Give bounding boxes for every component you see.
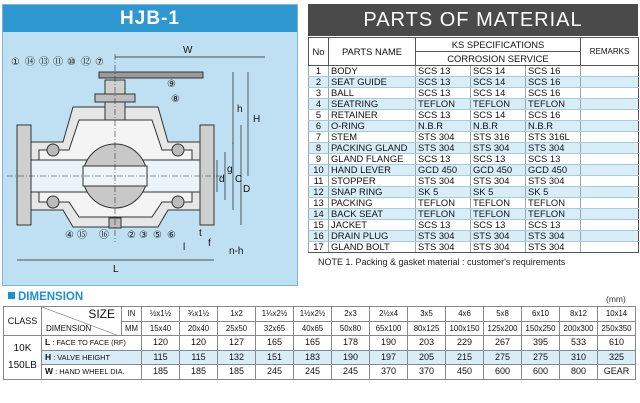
- table-cell: SK 5: [526, 187, 581, 198]
- table-cell: 5x8: [484, 307, 522, 322]
- table-cell: SCS 13: [526, 220, 581, 231]
- parts-title: PARTS OF MATERIAL: [308, 4, 638, 36]
- table-cell: PACKING: [329, 198, 416, 209]
- sizes-in-row: [4, 307, 636, 322]
- col-header-no: No: [309, 38, 329, 66]
- table-cell: 8x12: [560, 307, 598, 322]
- table-cell: 16: [309, 231, 329, 242]
- diagram-label: D: [243, 184, 251, 195]
- table-cell: 10: [309, 165, 329, 176]
- table-cell: 100x150: [446, 321, 484, 336]
- table-cell: BACK SEAT: [329, 209, 416, 220]
- table-cell: TEFLON: [526, 198, 581, 209]
- table-cell: 120: [180, 336, 218, 351]
- table-cell: DRAIN PLUG: [329, 231, 416, 242]
- table-cell: 65x100: [370, 321, 408, 336]
- table-cell: 250x350: [598, 321, 636, 336]
- table-cell: [581, 110, 639, 121]
- valve-drawing-panel: [2, 4, 298, 286]
- diagram-label: ⑮: [77, 230, 87, 241]
- table-cell: 203: [408, 336, 446, 351]
- table-cell: 5: [309, 110, 329, 121]
- table-cell: STEM: [329, 132, 416, 143]
- table-cell: 165: [294, 336, 332, 351]
- table-cell: [581, 176, 639, 187]
- table-cell: 1¼x2½: [256, 307, 294, 322]
- table-cell: TEFLON: [416, 99, 471, 110]
- table-cell: [581, 121, 639, 132]
- table-cell: 1x2: [218, 307, 256, 322]
- table-cell: N.B.R: [526, 121, 581, 132]
- table-cell: STS 304: [416, 242, 471, 253]
- table-cell: TEFLON: [416, 198, 471, 209]
- table-cell: TEFLON: [416, 209, 471, 220]
- table-cell: [581, 231, 639, 242]
- table-cell: 150x250: [522, 321, 560, 336]
- table-cell: SCS 14: [471, 110, 526, 121]
- table-cell: 6x10: [522, 307, 560, 322]
- table-cell: [581, 209, 639, 220]
- table-cell: 120: [142, 336, 180, 351]
- table-cell: 2: [309, 77, 329, 88]
- table-cell: 127: [218, 336, 256, 351]
- table-cell: SCS 13: [471, 154, 526, 165]
- table-cell: [581, 220, 639, 231]
- diagram-label: ⑥: [167, 230, 176, 241]
- table-cell: SCS 16: [526, 66, 581, 77]
- diagram-label: d: [219, 174, 225, 185]
- diagram-label: W: [183, 45, 193, 56]
- diagram-label: ⑫: [81, 57, 91, 68]
- table-cell: N.B.R: [471, 121, 526, 132]
- table-cell: TEFLON: [471, 198, 526, 209]
- table-cell: SCS 13: [416, 66, 471, 77]
- table-cell: 370: [408, 365, 446, 380]
- table-row: [4, 350, 636, 365]
- diagram-label: H: [253, 114, 261, 125]
- table-cell: 15: [309, 220, 329, 231]
- table-cell: [581, 77, 639, 88]
- table-cell: 450: [446, 365, 484, 380]
- table-cell: 7: [309, 132, 329, 143]
- table-cell: 245: [332, 365, 370, 380]
- diagram-label: ③: [139, 230, 148, 241]
- table-cell: 3x5: [408, 307, 446, 322]
- table-cell: JACKET: [329, 220, 416, 231]
- table-cell: 165: [256, 336, 294, 351]
- table-cell: W : HAND WHEEL DIA.: [42, 365, 142, 380]
- table-cell: TEFLON: [526, 209, 581, 220]
- table-cell: STS 304: [416, 143, 471, 154]
- table-cell: 20x40: [180, 321, 218, 336]
- table-cell: 267: [484, 336, 522, 351]
- table-cell: MM: [122, 321, 142, 336]
- heading-square-icon: [8, 292, 15, 299]
- table-cell: [581, 242, 639, 253]
- table-cell: GCD 450: [416, 165, 471, 176]
- table-cell: 395: [522, 336, 560, 351]
- table-cell: GEAR: [598, 365, 636, 380]
- table-cell: SK 5: [416, 187, 471, 198]
- table-cell: BALL: [329, 88, 416, 99]
- table-cell: N.B.R: [416, 121, 471, 132]
- table-cell: STS 304: [526, 176, 581, 187]
- table-cell: STS 304: [416, 176, 471, 187]
- table-cell: SK 5: [471, 187, 526, 198]
- class-header: CLASS: [4, 307, 42, 336]
- table-cell: 245: [256, 365, 294, 380]
- table-cell: STS 304: [416, 231, 471, 242]
- parts-note: NOTE 1. Packing & gasket material : customer's requirements: [318, 257, 566, 267]
- table-cell: 10x14: [598, 307, 636, 322]
- table-cell: SCS 13: [526, 154, 581, 165]
- table-cell: TEFLON: [471, 209, 526, 220]
- table-cell: [581, 198, 639, 209]
- table-row: [4, 336, 636, 351]
- table-cell: SCS 14: [471, 88, 526, 99]
- table-row: [309, 242, 639, 253]
- dimension-heading: DIMENSION: [8, 291, 83, 303]
- table-cell: SCS 13: [416, 154, 471, 165]
- table-cell: 533: [560, 336, 598, 351]
- diagram-label: l: [183, 242, 186, 253]
- table-cell: SCS 13: [471, 220, 526, 231]
- table-cell: 40x65: [294, 321, 332, 336]
- diagram-label: n-h: [229, 246, 244, 257]
- table-cell: 17: [309, 242, 329, 253]
- table-row: [309, 209, 639, 220]
- table-cell: [581, 143, 639, 154]
- diagram-label: ⑭: [25, 57, 35, 68]
- table-cell: [581, 132, 639, 143]
- table-cell: GCD 450: [471, 165, 526, 176]
- table-cell: [581, 154, 639, 165]
- table-cell: GLAND FLANGE: [329, 154, 416, 165]
- table-cell: STS 304: [471, 231, 526, 242]
- table-cell: 185: [180, 365, 218, 380]
- table-cell: BODY: [329, 66, 416, 77]
- col-header-corrosion: CORROSION SERVICE: [416, 52, 581, 66]
- table-cell: 178: [332, 336, 370, 351]
- table-row: [309, 110, 639, 121]
- table-cell: STOPPER: [329, 176, 416, 187]
- table-cell: [581, 66, 639, 77]
- table-cell: STS 304: [416, 132, 471, 143]
- table-cell: SCS 16: [526, 88, 581, 99]
- table-cell: 610: [598, 336, 636, 351]
- table-cell: 215: [446, 350, 484, 365]
- table-cell: 185: [142, 365, 180, 380]
- diagram-label: C: [235, 174, 243, 185]
- table-cell: ¾x1½: [180, 307, 218, 322]
- table-cell: 6: [309, 121, 329, 132]
- table-cell: 197: [370, 350, 408, 365]
- table-cell: PACKING GLAND: [329, 143, 416, 154]
- table-cell: 185: [218, 365, 256, 380]
- table-cell: [581, 99, 639, 110]
- table-cell: L : FACE TO FACE (RF): [42, 336, 142, 351]
- table-cell: 13: [309, 198, 329, 209]
- diagram-label: ④: [65, 230, 74, 241]
- table-cell: ½x1½: [142, 307, 180, 322]
- diagram-label: f: [208, 238, 211, 249]
- table-cell: 15x40: [142, 321, 180, 336]
- diagram-label: ①: [11, 57, 20, 68]
- table-cell: 115: [142, 350, 180, 365]
- diagram-label: ⑪: [53, 57, 63, 68]
- table-row: [309, 187, 639, 198]
- table-row: [309, 88, 639, 99]
- table-cell: 229: [446, 336, 484, 351]
- table-cell: 11: [309, 176, 329, 187]
- table-row: [309, 231, 639, 242]
- table-cell: 600: [484, 365, 522, 380]
- diagram-label: ⑦: [95, 57, 104, 68]
- table-cell: 275: [522, 350, 560, 365]
- table-cell: 200x300: [560, 321, 598, 336]
- parts-table: [308, 37, 639, 253]
- table-cell: SCS 13: [416, 110, 471, 121]
- diagram-label: ⑧: [171, 94, 180, 105]
- table-cell: STS 304: [526, 242, 581, 253]
- table-cell: 183: [294, 350, 332, 365]
- diagram-label: h: [237, 104, 243, 115]
- table-cell: 80x125: [408, 321, 446, 336]
- table-cell: 8: [309, 143, 329, 154]
- table-row: [309, 77, 639, 88]
- table-cell: 2½x4: [370, 307, 408, 322]
- col-header-ks: KS SPECIFICATIONS: [416, 38, 581, 52]
- diagram-label: ⑬: [39, 57, 49, 68]
- table-row: [309, 99, 639, 110]
- table-cell: SEAT GUIDE: [329, 77, 416, 88]
- table-cell: STS 304: [471, 242, 526, 253]
- table-cell: 310: [560, 350, 598, 365]
- size-dimension-header: SIZE DIMENSION: [42, 307, 122, 336]
- unit-label: (mm): [606, 294, 626, 304]
- dimension-table: [3, 306, 636, 380]
- table-cell: 115: [180, 350, 218, 365]
- diagram-label: ⑨: [167, 79, 176, 90]
- table-cell: STS 304: [471, 143, 526, 154]
- valve-body: [17, 72, 214, 228]
- table-cell: 9: [309, 154, 329, 165]
- table-row: [309, 154, 639, 165]
- table-row: [309, 121, 639, 132]
- table-cell: STS 304: [471, 176, 526, 187]
- table-cell: IN: [122, 307, 142, 322]
- diagram-label: g: [227, 164, 233, 175]
- table-row: [309, 176, 639, 187]
- table-cell: RETAINER: [329, 110, 416, 121]
- drawing-title: HJB-1: [3, 5, 297, 32]
- diagram-label: ⑩: [67, 57, 76, 68]
- class-values: 10K 150LB: [4, 336, 42, 380]
- table-cell: SCS 14: [471, 66, 526, 77]
- diagram-label: ⑯: [99, 230, 109, 241]
- table-cell: 4: [309, 99, 329, 110]
- table-cell: STS 304: [526, 143, 581, 154]
- table-cell: 151: [256, 350, 294, 365]
- table-row: [309, 220, 639, 231]
- table-cell: 32x65: [256, 321, 294, 336]
- table-cell: O-RING: [329, 121, 416, 132]
- table-cell: SEATRING: [329, 99, 416, 110]
- table-cell: TEFLON: [471, 99, 526, 110]
- diagram-label: ②: [127, 230, 136, 241]
- table-cell: SCS 13: [416, 77, 471, 88]
- table-cell: 132: [218, 350, 256, 365]
- table-cell: 25x50: [218, 321, 256, 336]
- table-cell: 275: [484, 350, 522, 365]
- table-cell: SCS 14: [471, 77, 526, 88]
- table-cell: [581, 165, 639, 176]
- table-cell: STS 304: [526, 231, 581, 242]
- table-cell: SNAP RING: [329, 187, 416, 198]
- table-cell: SCS 13: [416, 88, 471, 99]
- table-cell: 1½x2½: [294, 307, 332, 322]
- table-cell: STS 316L: [526, 132, 581, 143]
- table-cell: GLAND BOLT: [329, 242, 416, 253]
- table-cell: 600: [522, 365, 560, 380]
- col-header-remarks: REMARKS: [581, 38, 639, 66]
- table-cell: 325: [598, 350, 636, 365]
- col-header-name: PARTS NAME: [329, 38, 416, 66]
- table-cell: GCD 450: [526, 165, 581, 176]
- table-cell: 3: [309, 88, 329, 99]
- table-cell: 190: [332, 350, 370, 365]
- table-cell: 800: [560, 365, 598, 380]
- table-cell: 205: [408, 350, 446, 365]
- table-cell: 245: [294, 365, 332, 380]
- table-cell: 190: [370, 336, 408, 351]
- table-cell: 12: [309, 187, 329, 198]
- table-row: [309, 198, 639, 209]
- table-cell: 1: [309, 66, 329, 77]
- valve-cross-section-diagram: [3, 32, 297, 286]
- table-row: [309, 143, 639, 154]
- table-cell: 370: [370, 365, 408, 380]
- diagram-label: t: [199, 228, 202, 239]
- table-cell: SCS 16: [526, 110, 581, 121]
- table-cell: 125x200: [484, 321, 522, 336]
- table-row: [4, 365, 636, 380]
- table-cell: SCS 16: [526, 77, 581, 88]
- diagram-label: L: [113, 264, 119, 275]
- table-row: [309, 165, 639, 176]
- table-cell: STS 316: [471, 132, 526, 143]
- diagram-label: ⑤: [153, 230, 162, 241]
- table-cell: SCS 13: [416, 220, 471, 231]
- table-cell: 4x6: [446, 307, 484, 322]
- table-cell: H : VALVE HEIGHT: [42, 350, 142, 365]
- table-cell: [581, 88, 639, 99]
- table-cell: TEFLON: [526, 99, 581, 110]
- table-row: [309, 132, 639, 143]
- table-cell: 50x80: [332, 321, 370, 336]
- table-cell: 2x3: [332, 307, 370, 322]
- table-cell: HAND LEVER: [329, 165, 416, 176]
- table-cell: 14: [309, 209, 329, 220]
- table-row: [309, 66, 639, 77]
- table-cell: [581, 187, 639, 198]
